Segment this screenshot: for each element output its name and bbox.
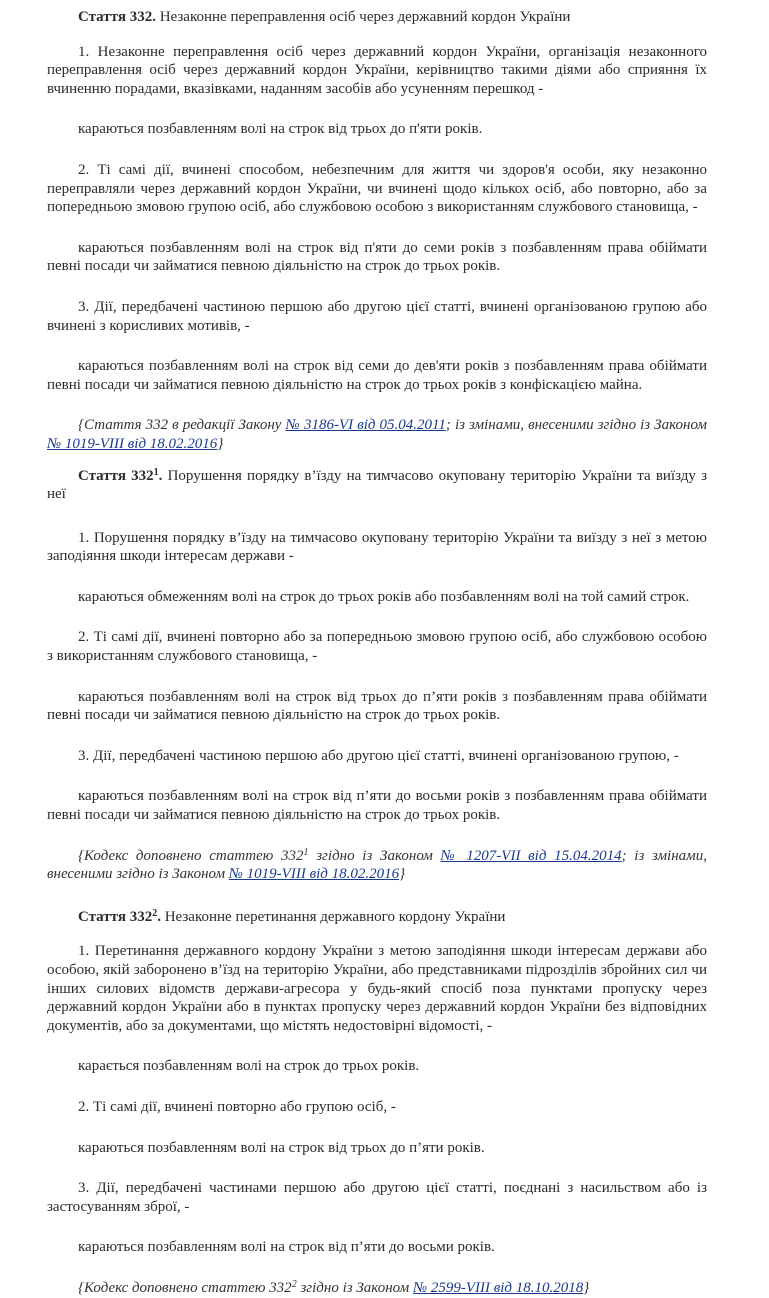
article-title: Незаконне переправлення осіб через державний кордон України bbox=[155, 9, 571, 25]
law-link[interactable]: № 1207-VII від 15.04.2014 bbox=[440, 847, 622, 864]
paragraph-part-3: 3. Дії, передбачені частинами першою або другою цієї статті, поєднані з насильством або із застосуванням зброї, - bbox=[47, 1180, 707, 1215]
article-number-dot: . bbox=[157, 908, 161, 925]
paragraph-part-1: 1. Перетинання державного кордону України з метою заподіяння шкоди інтересам держави або особою, якій заборонено в’їзд на територію України, або представниками підрозділів збройних сил чи інших силових відомств держави-агресора у будь-який спосіб поза пунктами пропуску через державний кордон України або в пунктах пропуску через державний кордон України без відповідних документів, або за документами, що містять недостовірні відомості, - bbox=[47, 943, 707, 1034]
article-number bbox=[78, 909, 161, 925]
paragraph-part-3: 3. Дії, передбачені частиною першою або другою цієї статті, вчинені організованою групою, - bbox=[78, 747, 679, 764]
article-number-dot: . bbox=[158, 467, 163, 484]
note-text: {Кодекс доповнено статтею 332 bbox=[78, 847, 304, 864]
article-heading bbox=[47, 467, 707, 504]
article-superscript: 1 bbox=[153, 466, 159, 478]
article-number-text: Стаття 332 bbox=[78, 908, 153, 925]
sanction-part-2: караються позбавленням волі на строк від п'яти до семи років з позбавленням права обіймати певні посади чи займатися певною діяльністю на строк до трьох років. bbox=[47, 239, 707, 275]
sanction-part-1: караються позбавленням волі на строк від трьох до п'яти років. bbox=[78, 121, 483, 138]
note-text: ; із змінами, внесеними згідно із Законом bbox=[47, 847, 707, 883]
note-text: ; із змінами, внесеними згідно із Законом bbox=[445, 417, 707, 434]
law-link[interactable]: № 3186-VI від 05.04.2011 bbox=[285, 417, 446, 434]
note-superscript: 1 bbox=[303, 846, 309, 858]
sanction-part-3: караються позбавленням волі на строк від п’яти до восьми років з позбавленням права обіймати певні посади чи займатися певною діяльністю на строк до трьох років. bbox=[47, 788, 707, 824]
sanction-part-2: караються позбавленням волі на строк від трьох до п’яти років. bbox=[78, 1139, 485, 1156]
note-text: } bbox=[583, 1279, 590, 1296]
note-text: згідно із Законом bbox=[296, 1279, 413, 1296]
article-heading bbox=[47, 8, 707, 27]
article-number bbox=[78, 468, 162, 484]
sanction-part-2: караються позбавленням волі на строк від трьох до п’яти років з позбавленням права обіймати певні посади чи займатися певною діяльністю на строк до трьох років. bbox=[47, 688, 707, 724]
sanction-part-3: караються позбавленням волі на строк від п’яти до восьми років. bbox=[78, 1239, 495, 1256]
law-link[interactable]: № 1019-VIII від 18.02.2016 bbox=[228, 866, 400, 883]
sanction-part-1: караються обмеженням волі на строк до трьох років або позбавленням волі на той самий строк. bbox=[78, 588, 690, 605]
paragraph-part-3: 3. Дії, передбачені частиною першою або другою цієї статті, вчинені організованою групою або вчинені з корисливих мотивів, - bbox=[47, 298, 707, 334]
paragraph-part-1: 1. Незаконне переправлення осіб через державний кордон України, організація незаконного переправлення осіб через державний кордон України, керівництво такими діями або сприяння їх вчиненню порадами, вказівками, наданням засобів або усуненням перешкод - bbox=[47, 43, 707, 97]
amendment-note bbox=[47, 416, 707, 453]
note-text: згідно із Законом bbox=[308, 847, 441, 864]
note-text: {Стаття 332 в редакції Закону bbox=[78, 417, 286, 434]
note-text: } bbox=[217, 435, 224, 452]
article-number-text: Стаття 332 bbox=[78, 467, 154, 484]
note-superscript: 2 bbox=[291, 1278, 297, 1290]
article-332-1 bbox=[47, 467, 707, 884]
article-heading bbox=[47, 908, 707, 927]
paragraph-part-2: 2. Ті самі дії, вчинені повторно або за попередньою змовою групою осіб, або службовою особою з використанням службового становища, - bbox=[47, 629, 707, 665]
law-link[interactable]: № 1019-VIII від 18.02.2016 bbox=[47, 435, 218, 452]
amendment-note bbox=[47, 1279, 707, 1298]
article-332-2 bbox=[47, 908, 707, 1298]
article-superscript: 2 bbox=[152, 907, 158, 919]
article-title: Незаконне перетинання державного кордону України bbox=[160, 908, 506, 925]
sanction-part-1: карається позбавленням волі на строк до трьох років. bbox=[78, 1058, 420, 1075]
note-text: {Кодекс доповнено статтею 332 bbox=[78, 1279, 292, 1296]
article-332 bbox=[47, 8, 707, 454]
paragraph-part-2: 2. Ті самі дії, вчинені способом, небезпечним для життя чи здоров'я особи, яку незаконно переправляли через державний кордон України, чи вчинені щодо кількох осіб, або повторно, або за попередньою змовою групою осіб, або службовою особою з використанням службового становища, - bbox=[47, 161, 707, 216]
note-text: } bbox=[399, 866, 406, 883]
paragraph-part-2: 2. Ті самі дії, вчинені повторно або групою осіб, - bbox=[78, 1098, 396, 1115]
amendment-note bbox=[47, 847, 707, 884]
law-link[interactable]: № 2599-VIII від 18.10.2018 bbox=[412, 1279, 584, 1296]
article-title: Порушення порядку в’їзду на тимчасово окуповану територію України та виїзду з неї bbox=[47, 467, 707, 503]
sanction-part-3: караються позбавленням волі на строк від семи до дев'яти років з позбавленням права обіймати певні посади чи займатися певною діяльністю на строк до трьох років з конфіскацією майна. bbox=[47, 358, 707, 393]
paragraph-part-1: 1. Порушення порядку в’їзду на тимчасово окуповану територію України та виїзду з неї з метою заподіяння шкоди інтересам держави - bbox=[47, 529, 707, 565]
article-number: Стаття 332. bbox=[78, 9, 156, 25]
